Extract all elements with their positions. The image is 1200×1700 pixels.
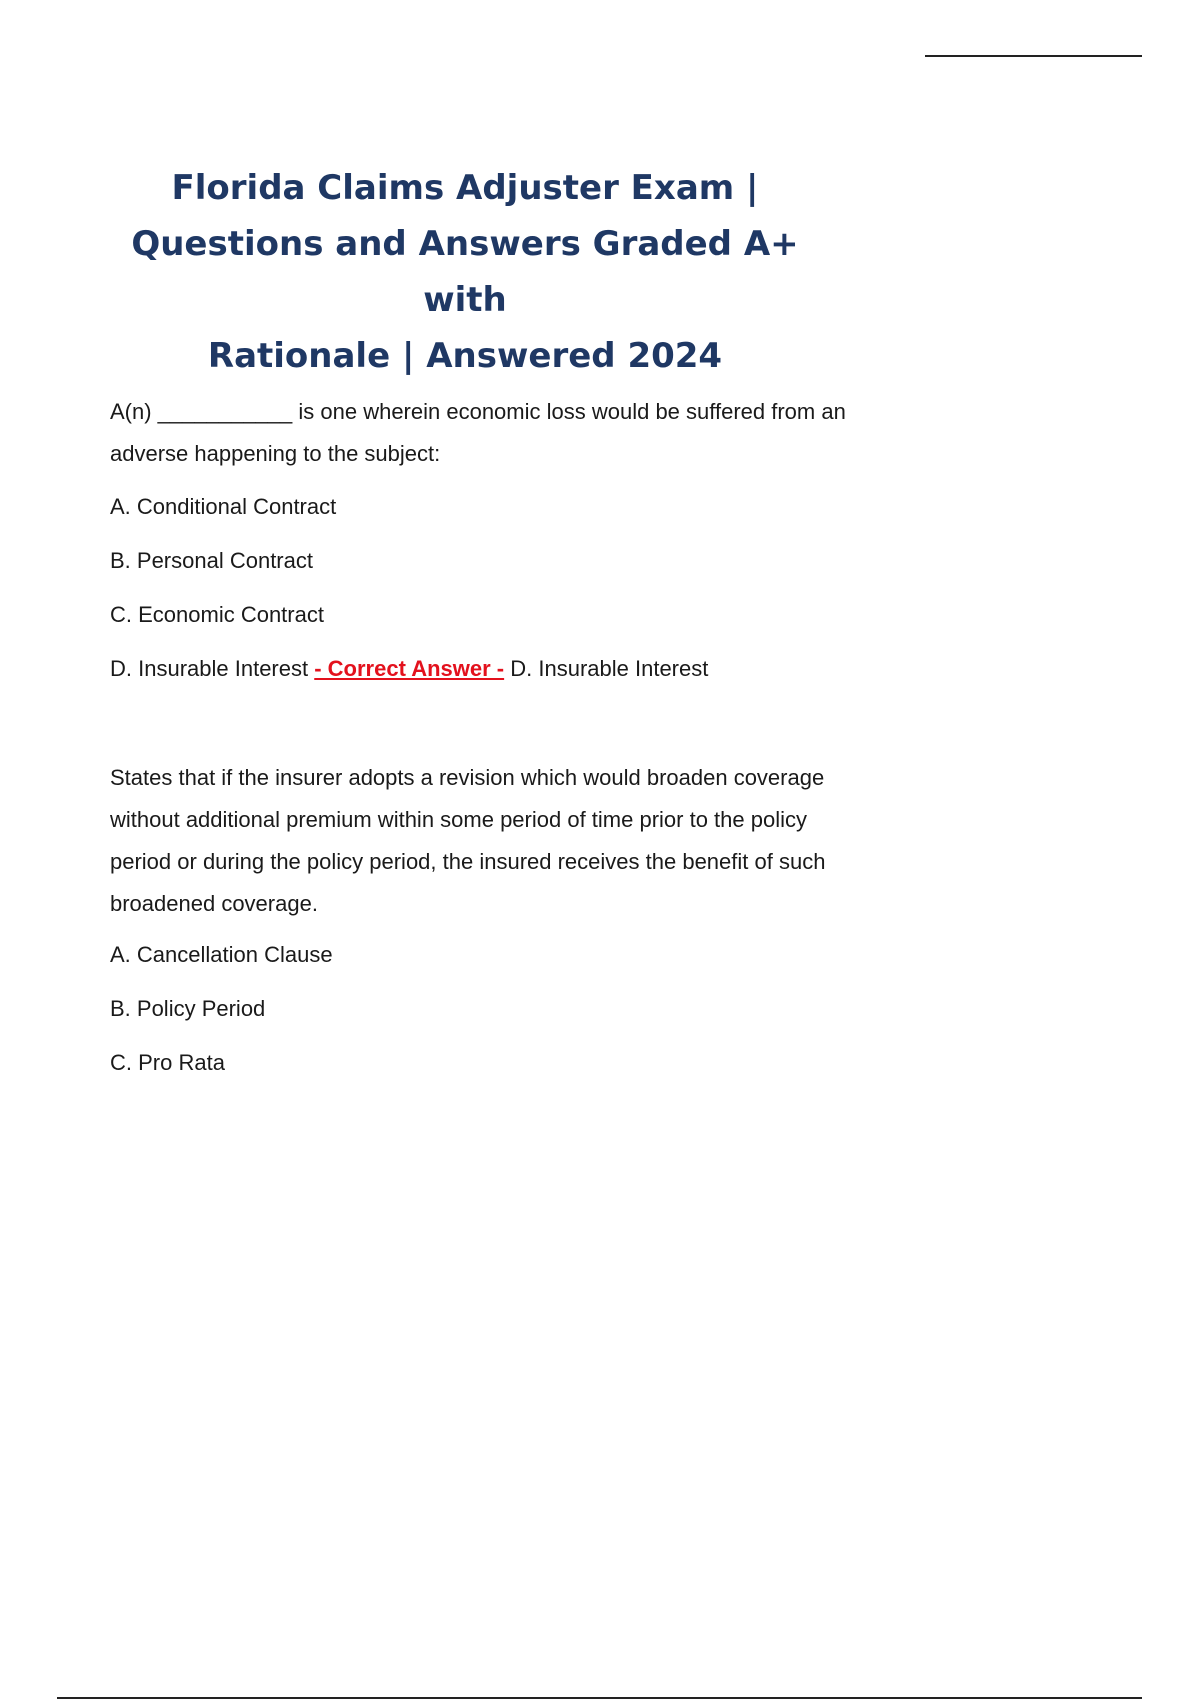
- option-d-text: D. Insurable Interest: [110, 656, 309, 681]
- question-text-2: States that if the insurer adopts a revision which would broaden coverage without additional premium within some period of time prior to the policy period or during the policy period, the insured receives the benefit of such broadened coverage.: [110, 765, 826, 916]
- question-1-option-a: A. Conditional Contract: [110, 494, 337, 519]
- question-2-option-c: C. Pro Rata: [110, 1050, 225, 1075]
- question-text-1: A(n) ___________ is one wherein economic loss would be suffered from an adverse happening to the subject:: [110, 399, 846, 466]
- question-2-option-a: A. Cancellation Clause: [110, 942, 333, 967]
- title-line-3: Rationale | Answered 2024: [207, 336, 723, 376]
- question-1-option-c: C. Economic Contract: [110, 602, 324, 627]
- document-title: [100, 160, 830, 384]
- answer-text: D. Insurable Interest: [510, 656, 709, 681]
- header-rule: [925, 55, 1142, 57]
- title-line-1: Florida Claims Adjuster Exam |: [171, 168, 759, 208]
- question-2-option-b: B. Policy Period: [110, 996, 266, 1021]
- question-1-option-b: B. Personal Contract: [110, 548, 313, 573]
- title-line-2: Questions and Answers Graded A+ with: [131, 224, 799, 320]
- correct-answer-label: - Correct Answer -: [314, 656, 505, 681]
- footer-rule: [57, 1697, 1142, 1699]
- question-1-option-d: [110, 654, 708, 684]
